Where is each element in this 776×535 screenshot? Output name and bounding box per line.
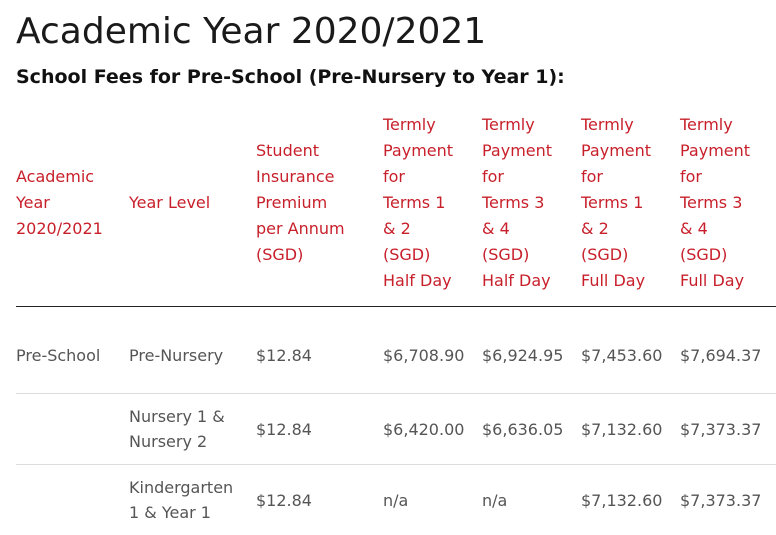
cell-year-level: Nursery 1 & Nursery 2 bbox=[129, 394, 256, 465]
cell-insurance: $12.84 bbox=[256, 465, 383, 535]
page-title: Academic Year 2020/2021 bbox=[16, 8, 486, 56]
header-insurance-premium: Student Insurance Premium per Annum (SGD) bbox=[256, 112, 383, 307]
table-row bbox=[16, 394, 776, 465]
header-terms-3-4-half-day: Termly Payment for Terms 3 & 4 (SGD) Half Day bbox=[482, 112, 581, 307]
cell-terms-1-2-full-day: $7,453.60 bbox=[581, 307, 680, 394]
cell-academic-year bbox=[16, 465, 129, 535]
cell-terms-3-4-full-day: $7,694.37 bbox=[680, 307, 776, 394]
cell-insurance: $12.84 bbox=[256, 394, 383, 465]
header-year-level: Year Level bbox=[129, 112, 256, 307]
table-row bbox=[16, 307, 776, 394]
cell-terms-1-2-full-day: $7,132.60 bbox=[581, 394, 680, 465]
cell-terms-3-4-half-day: n/a bbox=[482, 465, 581, 535]
cell-terms-3-4-half-day: $6,636.05 bbox=[482, 394, 581, 465]
school-fees-table bbox=[16, 112, 776, 535]
cell-terms-3-4-half-day: $6,924.95 bbox=[482, 307, 581, 394]
cell-terms-3-4-full-day: $7,373.37 bbox=[680, 465, 776, 535]
cell-terms-1-2-half-day: $6,420.00 bbox=[383, 394, 482, 465]
cell-terms-1-2-full-day: $7,132.60 bbox=[581, 465, 680, 535]
table-row bbox=[16, 465, 776, 535]
section-heading: School Fees for Pre-School (Pre-Nursery to Year 1): bbox=[16, 62, 565, 92]
cell-insurance: $12.84 bbox=[256, 307, 383, 394]
cell-terms-1-2-half-day: n/a bbox=[383, 465, 482, 535]
header-academic-year: Academic Year 2020/2021 bbox=[16, 112, 129, 307]
cell-terms-1-2-half-day: $6,708.90 bbox=[383, 307, 482, 394]
cell-year-level: Kindergarten 1 & Year 1 bbox=[129, 465, 256, 535]
header-terms-3-4-full-day: Termly Payment for Terms 3 & 4 (SGD) Full Day bbox=[680, 112, 776, 307]
table-header-row bbox=[16, 112, 776, 307]
cell-academic-year bbox=[16, 394, 129, 465]
cell-terms-3-4-full-day: $7,373.37 bbox=[680, 394, 776, 465]
cell-year-level: Pre-Nursery bbox=[129, 307, 256, 394]
header-terms-1-2-full-day: Termly Payment for Terms 1 & 2 (SGD) Full Day bbox=[581, 112, 680, 307]
header-terms-1-2-half-day: Termly Payment for Terms 1 & 2 (SGD) Half Day bbox=[383, 112, 482, 307]
cell-academic-year: Pre-School bbox=[16, 307, 129, 394]
